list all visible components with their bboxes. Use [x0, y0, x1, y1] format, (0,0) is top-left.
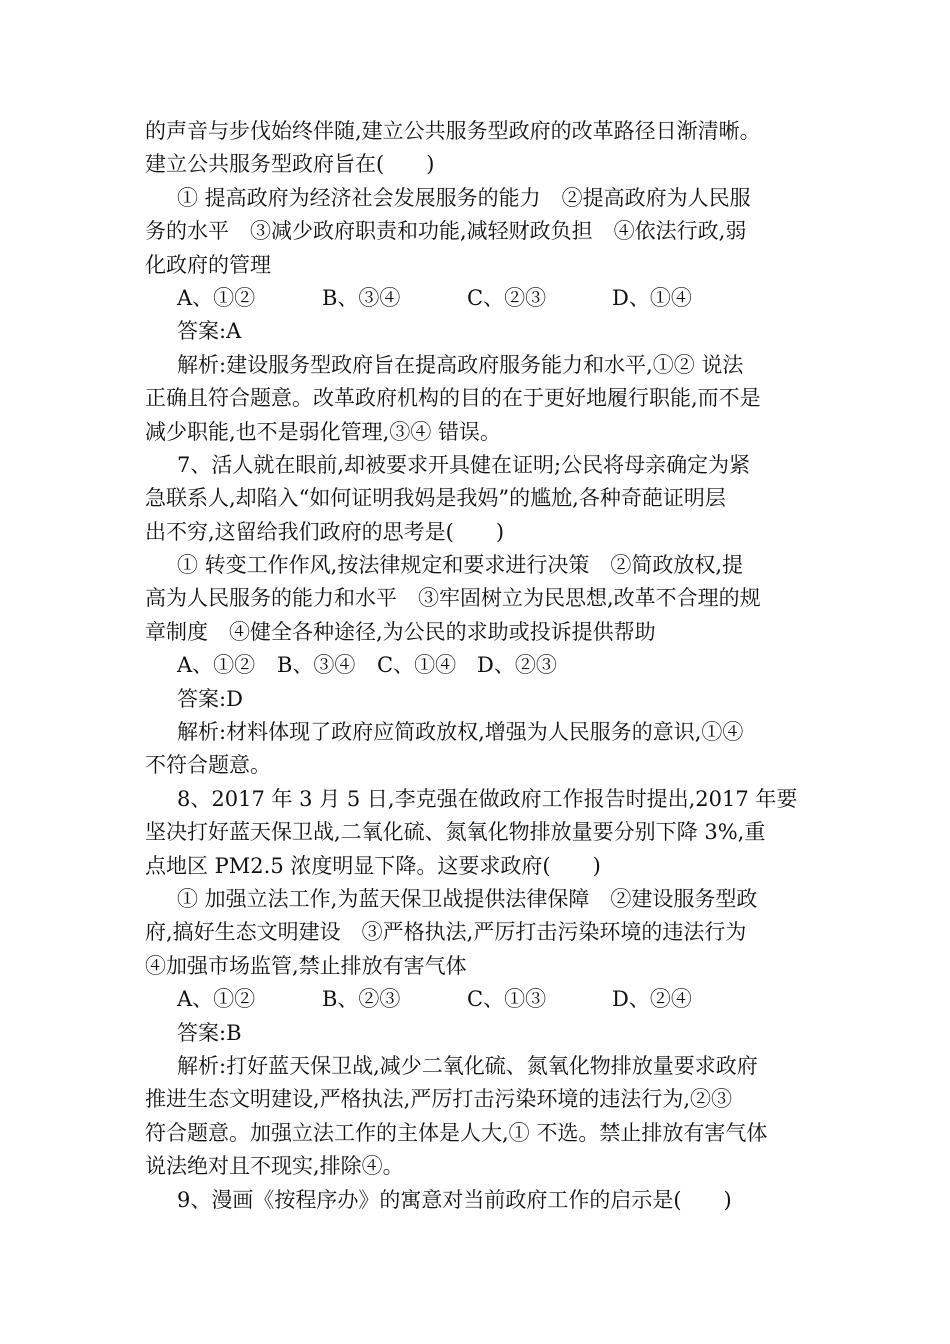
explanation: 解析:建设服务型政府旨在提高政府服务能力和水平,①② 说法: [177, 352, 744, 377]
choice-d: D、②④: [612, 987, 692, 1012]
option-statements: 章制度 ④健全各种途径,为公民的求助或投诉提供帮助: [145, 619, 656, 644]
option-statements: 化政府的管理: [145, 252, 271, 277]
option-statements: ① 转变工作作风,按法律规定和要求进行决策 ②简政放权,提: [177, 553, 744, 578]
choice-a: A、①②: [177, 285, 256, 310]
choice-c: C、①④: [377, 653, 457, 678]
question-stem: 点地区 PM2.5 浓度明显下降。这要求政府( ): [145, 853, 601, 878]
question-stem: 坚决打好蓝天保卫战,二氧化硫、氮氧化物排放量要分别下降 3%,重: [145, 820, 766, 845]
explanation: 符合题意。加强立法工作的主体是人大,① 不选。禁止排放有害气体: [145, 1120, 768, 1145]
question-stem: 8、2017 年 3 月 5 日,李克强在做政府工作报告时提出,2017 年要: [177, 786, 798, 811]
text-line: 的声音与步伐始终伴随,建立公共服务型政府的改革路径日渐清晰。: [145, 119, 761, 143]
choice-a: A、①②: [177, 653, 256, 678]
choice-c: C、①③: [467, 987, 547, 1012]
choice-a: A、①②: [177, 987, 256, 1012]
answer-key: 答案:A: [177, 319, 242, 344]
explanation: 解析:材料体现了政府应简政放权,增强为人民服务的意识,①④: [177, 720, 744, 745]
question-stem: 急联系人,却陷入“如何证明我妈是我妈”的尴尬,各种奇葩证明层: [145, 486, 726, 511]
question-stem: 9、漫画《按程序办》的寓意对当前政府工作的启示是( ): [177, 1187, 732, 1212]
question-stem: 出不穷,这留给我们政府的思考是( ): [145, 519, 505, 544]
explanation: 推进生态文明建设,严格执法,严厉打击污染环境的违法行为,②③: [145, 1087, 733, 1112]
choice-b: B、③④: [322, 285, 401, 310]
answer-key: 答案:B: [177, 1020, 242, 1045]
option-statements: 高为人民服务的能力和水平 ③牢固树立为民思想,改革不合理的规: [145, 586, 761, 611]
explanation: 减少职能,也不是弱化管理,③④ 错误。: [145, 419, 502, 444]
answer-choices: [145, 983, 810, 1016]
explanation: 解析:打好蓝天保卫战,减少二氧化硫、氮氧化物排放量要求政府: [177, 1053, 758, 1078]
question-stem: 建立公共服务型政府旨在( ): [145, 152, 435, 177]
answer-choices: [145, 282, 810, 315]
option-statements: 务的水平 ③减少政府职责和功能,减轻财政负担 ④依法行政,弱: [145, 219, 747, 244]
explanation: 正确且符合题意。改革政府机构的目的在于更好地履行职能,而不是: [145, 386, 761, 411]
option-statements: ① 提高政府为经济社会发展服务的能力 ②提高政府为人民服: [177, 185, 751, 210]
document-body: [145, 115, 810, 1217]
choice-b: B、③④: [277, 653, 356, 678]
question-stem: 7、活人就在眼前,却被要求开具健在证明;公民将母亲确定为紧: [177, 452, 751, 477]
answer-choices: [145, 649, 810, 682]
explanation: 说法绝对且不现实,排除④。: [145, 1154, 404, 1179]
choice-d: D、②③: [477, 653, 557, 678]
choice-c: C、②③: [467, 285, 547, 310]
answer-key: 答案:D: [177, 686, 243, 711]
choice-d: D、①④: [612, 285, 692, 310]
choice-b: B、②③: [322, 987, 401, 1012]
option-statements: ① 加强立法工作,为蓝天保卫战提供法律保障 ②建设服务型政: [177, 886, 758, 911]
option-statements: 府,搞好生态文明建设 ③严格执法,严厉打击污染环境的违法行为: [145, 920, 747, 945]
option-statements: ④加强市场监管,禁止排放有害气体: [145, 953, 467, 978]
explanation: 不符合题意。: [145, 753, 271, 778]
